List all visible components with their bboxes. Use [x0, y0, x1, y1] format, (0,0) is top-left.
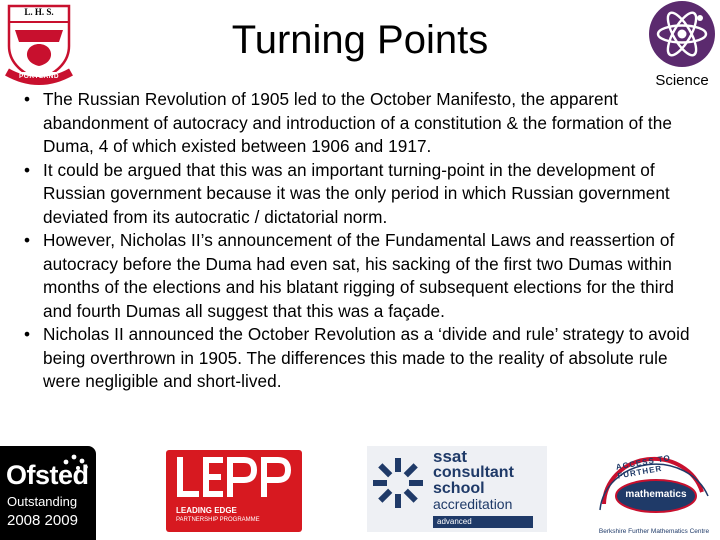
ofsted-rating: Outstanding [7, 494, 78, 509]
atom-icon [648, 0, 716, 72]
ofsted-logo [0, 446, 96, 540]
fmsp-arc-text: ACCESS TO FURTHER [615, 453, 672, 481]
bullet-item: • Nicholas II announced the October Revolution as a ‘divide and rule’ strategy to avoid being overthrown in 1905. The differences this made to the reality of absolute rule were negligible and short-lived. [22, 323, 690, 394]
fmsp-center-text: mathematics [625, 489, 687, 500]
ssat-badge: advanced [433, 516, 533, 528]
ssat-line3: school [433, 480, 485, 497]
slide-title: Turning Points [231, 18, 489, 62]
ssat-line2: consultant [433, 464, 514, 481]
science-label: Science [655, 72, 709, 89]
ssat-burst-icon [371, 456, 425, 510]
lepp-line2: PARTNERSHIP PROGRAMME [176, 517, 260, 523]
lepp-letters-icon [174, 456, 294, 500]
fmsp-footer-text: Berkshire Further Mathematics Centre [598, 528, 710, 535]
bullet-list [22, 88, 690, 394]
crest-top-text: L. H. S. [24, 7, 54, 17]
lepp-logo [166, 450, 302, 532]
ofsted-wordmark: Ofsted [6, 460, 89, 490]
ssat-line4: accreditation [433, 496, 513, 512]
lepp-line1: LEADING EDGE [176, 506, 237, 515]
fmsp-logo [590, 448, 716, 538]
bullet-item: • However, Nicholas II’s announcement of the Fundamental Laws and reassertion of autocracy before the Duma had even sat, his sacking of the first two Dumas within months of the elections and his blatant rigging of subsequent elections for the third and fourth Dumas all suggest that this was a façade. [22, 229, 690, 323]
ssat-line1: ssat [433, 447, 468, 466]
bullet-item: • It could be argued that this was an important turning-point in the development of Russian government because it was the only period in which Russian government deviated from its autocratic / dictatorial norm. [22, 159, 690, 230]
bullet-item: • The Russian Revolution of 1905 led to the October Manifesto, the apparent abandonment of autocracy and introduction of a constitution & the formation of the Duma, 4 of which existed between 1906 and 1917. [22, 88, 690, 159]
crest-bottom-text: PORTLAND [18, 73, 60, 80]
science-logo [648, 0, 716, 92]
ofsted-years: 2008 2009 [7, 512, 78, 529]
ssat-logo [367, 446, 547, 532]
